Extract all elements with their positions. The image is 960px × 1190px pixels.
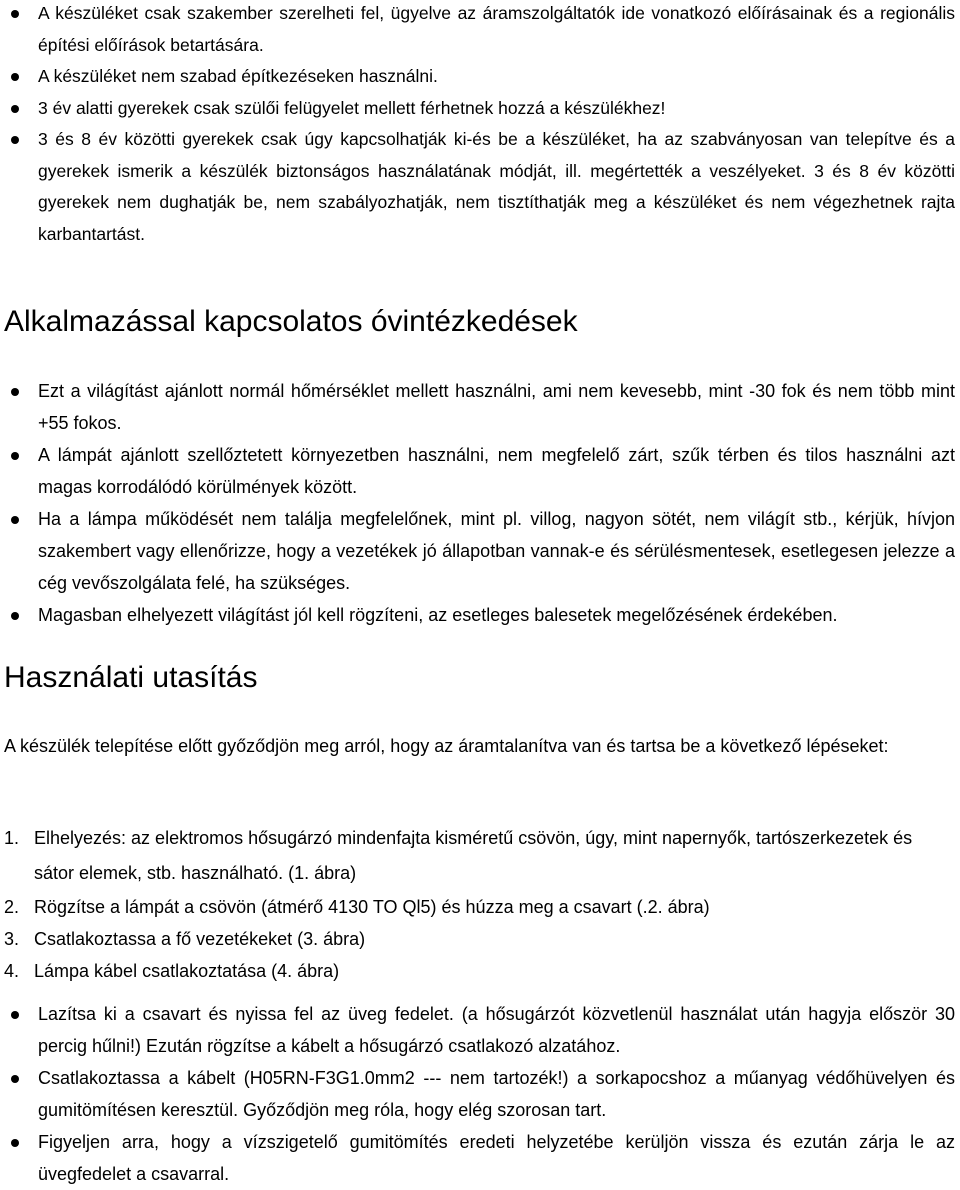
step-number: 2. (4, 897, 20, 917)
list-item: Lazítsa ki a csavart és nyissa fel az üveg fedelet. (a hősugárzót közvetlenül használat után hagyja először 30 percig hűlni!) Ezután rögzítse a kábelt a hősugárzó csatlakozó alzatához. (4, 998, 955, 1062)
list-item: A készüléket csak szakember szerelheti fel, ügyelve az áramszolgáltatók ide vonatkozó előírásainak és a regionális építési előírások betartására. (4, 0, 955, 61)
step-number: 3. (4, 929, 20, 949)
step-text: Csatlakoztassa a fő vezetékeket (3. ábra) (34, 929, 366, 949)
list-item: Ezt a világítást ajánlott normál hőmérséklet mellett használni, ami nem kevesebb, mint -30 fok és nem több mint +55 fokos. (4, 375, 955, 439)
list-item: Ha a lámpa működését nem találja megfelelőnek, mint pl. villog, nagyon sötét, nem világít stb., kérjük, hívjon szakembert vagy ellenőrizze, hogy a vezetékek jó állapotban vannak-e és sérülésmentesek, esetlegesen jelezze a cég vevőszolgálata felé, ha szükséges. (4, 503, 955, 599)
step-text: Rögzítse a lámpát a csövön (átmérő 4130 TO Ql5) és húzza meg a csavart (.2. ábra) (34, 897, 710, 917)
list-item (4, 955, 955, 987)
list-item (4, 821, 955, 891)
list-item (4, 891, 955, 923)
list-item: Figyeljen arra, hogy a vízszigetelő gumitömítés eredeti helyzetébe kerüljön vissza és ezután zárja le az üvegfedelet a csavarral. (4, 1126, 955, 1190)
list-item: 3 év alatti gyerekek csak szülői felügyelet mellett férhetnek hozzá a készülékhez! (4, 93, 955, 125)
usage-intro-paragraph: A készülék telepítése előtt győződjön meg arról, hogy az áramtalanítva van és tartsa be a következő lépéseket: (4, 736, 889, 756)
list-item (4, 923, 955, 955)
step-number: 4. (4, 961, 20, 981)
wiring-bullet-list (4, 998, 955, 1190)
precautions-bullet-list (4, 375, 955, 631)
step-text: Lámpa kábel csatlakoztatása (4. ábra) (34, 961, 340, 981)
heading-precautions: Alkalmazással kapcsolatos óvintézkedések (4, 305, 578, 338)
step-number: 1. (4, 828, 20, 848)
list-item: A készüléket nem szabad építkezéseken használni. (4, 61, 955, 93)
step-text: Elhelyezés: az elektromos hősugárzó mindenfajta kisméretű csövön, úgy, mint napernyők, tartószerkezetek és sátor elemek, stb. használható. (1. ábra) (34, 828, 913, 883)
heading-usage: Használati utasítás (4, 661, 258, 694)
safety-bullet-list (4, 0, 955, 250)
list-item: 3 és 8 év közötti gyerekek csak úgy kapcsolhatják ki-és be a készüléket, ha az szabványosan van telepítve és a gyerekek ismerik a készülék biztonságos használatának módját, ill. megértették a veszélyeket. 3 és 8 év közötti gyerekek nem dughatják be, nem szabályozhatják, nem tisztíthatják meg a készüléket és nem végezhetnek rajta karbantartást. (4, 124, 955, 250)
numbered-steps-list (4, 821, 955, 987)
list-item: Magasban elhelyezett világítást jól kell rögzíteni, az esetleges balesetek megelőzésének érdekében. (4, 599, 955, 631)
list-item: A lámpát ajánlott szellőztetett környezetben használni, nem megfelelő zárt, szűk térben és tilos használni azt magas korrodálódó körülmények között. (4, 439, 955, 503)
list-item: Csatlakoztassa a kábelt (H05RN-F3G1.0mm2 --- nem tartozék!) a sorkapocshoz a műanyag védőhüvelyen és gumitömítésen keresztül. Győződjön meg róla, hogy elég szorosan tart. (4, 1062, 955, 1126)
